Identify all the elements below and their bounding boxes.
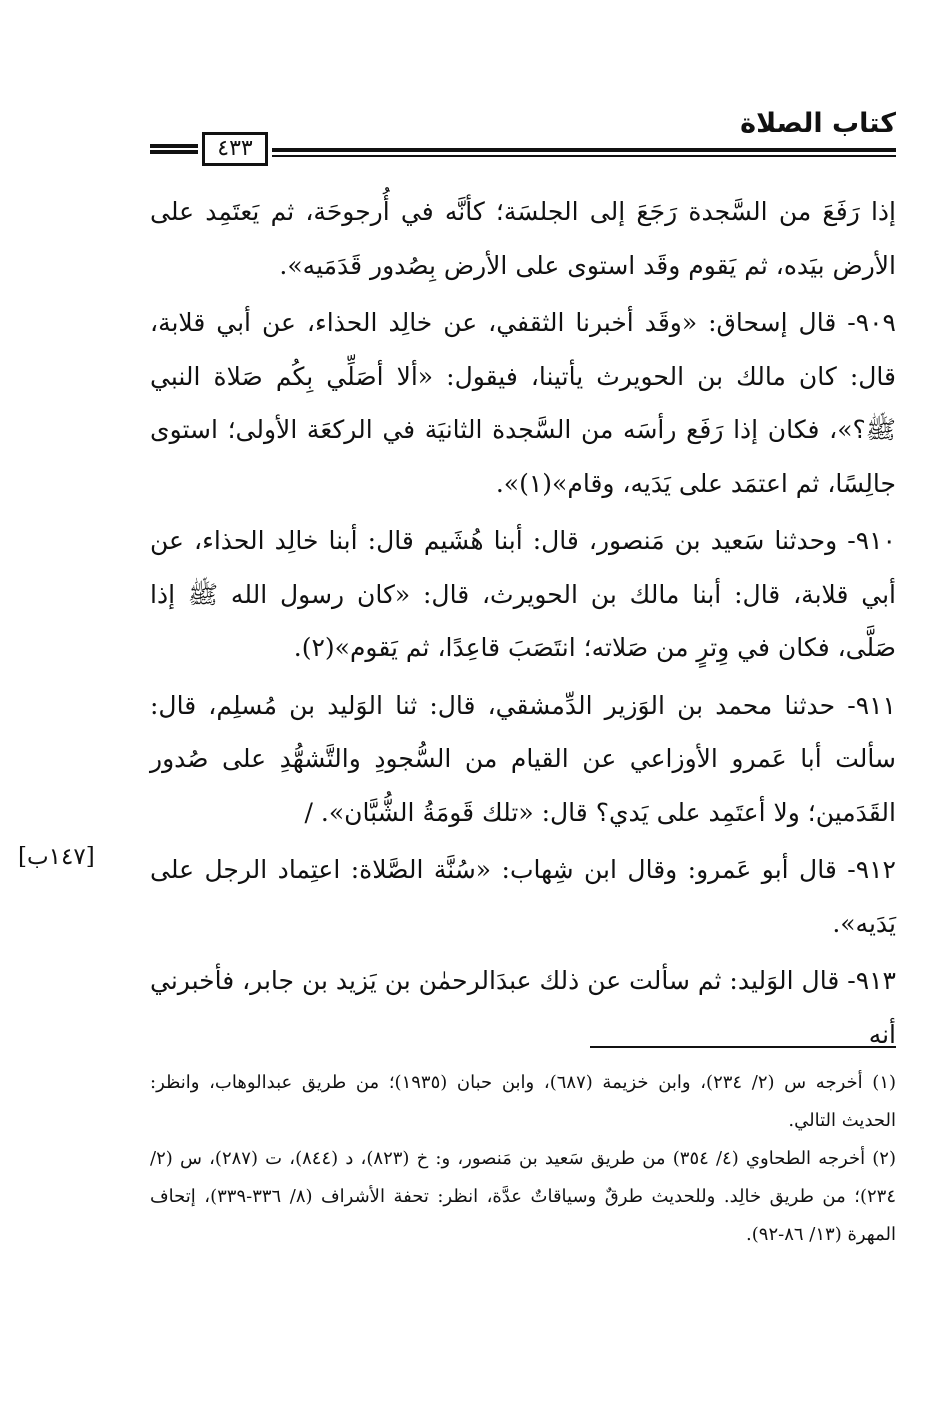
header-rule-short (150, 144, 198, 154)
footnote-separator (590, 1046, 896, 1048)
page-number: ٤٣٣ (202, 132, 268, 166)
main-text (150, 185, 896, 1061)
header-rule (272, 148, 896, 157)
hadith-913: ٩١٣- قال الوَليد: ثم سألت عن ذلك عبدَالرحمٰن بن يَزيد بن جابر، فأخبرني أنه (150, 966, 896, 1049)
page-header (150, 108, 896, 172)
hadith-910: ٩١٠- وحدثنا سَعيد بن مَنصور، قال: أبنا هُشَيم قال: أبنا خالِد الحذاء، عن أبي قلابة، قال: أبنا مالك بن الحويرث، قال: «كان رسول الله ﷺ إذا صَلَّى، فكان في وِترٍ من صَلاته؛ انتَصَبَ قاعِدًا، ثم يَقوم»(٢). (150, 526, 896, 662)
hadith-911: ٩١١- حدثنا محمد بن الوَزير الدِّمشقي، قال: ثنا الوَليد بن مُسلِم، قال: سألت أبا عَمرو الأوزاعي عن القيام من السُّجودِ والتَّشهُّدِ على صُدور القَدَمين؛ ولا أعتَمِد على يَدي؟ قال: «تلك قَومَةُ الشُّبَّان». / (150, 690, 896, 827)
chapter-title: كتاب الصلاة (740, 108, 896, 139)
manuscript-folio-note: [١٤٧ب] (18, 844, 95, 870)
hadith-912: ٩١٢- قال أبو عَمرو: وقال ابن شِهاب: «سُنَّة الصَّلاة: اعتِماد الرجل على يَدَيه». (150, 855, 896, 938)
footnotes (150, 1064, 896, 1254)
hadith-909: ٩٠٩- قال إسحاق: «وقَد أخبرنا الثقفي، عن خالِد الحذاء، عن أبي قلابة، قال: كان مالك بن الحويرث يأتينا، فيقول: «ألا أصَلِّي بِكُم صَلاة النبي ﷺ؟»، فكان إذا رَفَع رأسَه من السَّجدة الثانيَة في الركعَة الأولى؛ استوى جالِسًا، ثم اعتمَد على يَدَيه، وقام»(١)». (150, 308, 896, 498)
footnote-1: (١) أخرجه س (٢/ ٢٣٤)، وابن خزيمة (٦٨٧)، وابن حبان (١٩٣٥)؛ من طريق عبدالوهاب، وانظر: الحديث التالي. (150, 1072, 897, 1131)
paragraph: إذا رَفَعَ من السَّجدة رَجَعَ إلى الجلسَة؛ كأنَّه في أُرجوحَة، ثم يَعتَمِد على الأرض بيَده، ثم يَقوم وقَد استوى على الأرض بِصُدور قَدَمَيه». (150, 197, 896, 280)
footnote-2: (٢) أخرجه الطحاوي (٤/ ٣٥٤) من طريق سَعيد بن مَنصور، و: خ (٨٢٣)، د (٨٤٤)، ت (٢٨٧)، س (٢/ ٢٣٤)؛ من طريق خالِد. وللحديث طرقٌ وسياقاتٌ عدَّة، انظر: تحفة الأشراف (٨/ ٣٣٦-٣٣٩)، إتحاف المهرة (١٣/ ٨٦-٩٢). (150, 1148, 896, 1245)
